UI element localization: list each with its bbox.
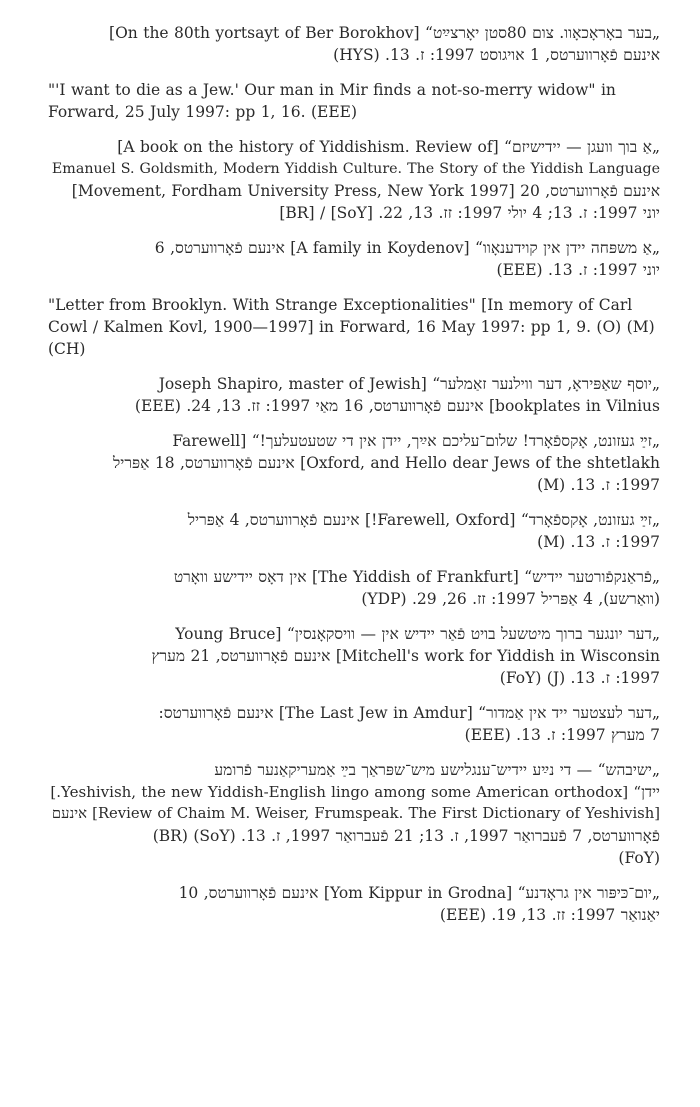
entry-line: „אַ משפּחה יידן אין קוידענאָוו“ [A family in Koydenov] אינעם פֿאָרווערטס, 6 [154,239,660,257]
entry-line: "Letter from Brooklyn. With Strange Exceptionalities" [In memory of Carl [48,296,633,314]
entry-line: (CH) [48,340,86,358]
entry-line: 1997: ז. 13. (M) [537,533,660,551]
entry-line: „ישיבהש“ — די נײַע יידיש־ענגלישע מיש־שפּראַך בײַ אַמעריקאַנער פֿרומע [214,761,660,779]
entry-line: „פֿראַנקפֿורטער יידיש“ [The Yiddish of Frankfurt] אין דאָס יידישע וואָרט [173,568,660,586]
entry-line: Oxford, and Hello dear Jews of the shtetlakh] אינעם פֿאָרווערטס, 18 אַפּריל [113,454,660,472]
entry-line: Emanuel S. Goldsmith, Modern Yiddish Culture. The Story of the Yiddish Language [51,161,660,177]
entry-line: (FoY) [618,849,660,867]
bibliography-entry [48,702,660,746]
entry-line: יידן“ [Yeshivish, the new Yiddish-English lingo among some American orthodox.] [50,783,660,801]
entry-line: „זײַ געזונט, אָקספֿאָרד“ [Farewell, Oxford!] אינעם פֿאָרווערטס, 4 אַפּריל [187,511,660,529]
bibliography-entry [48,430,660,496]
entry-line: „יוסף שאַפּיראָ, דער ווילנער זאַמלער“ [Joseph Shapiro, master of Jewish [158,375,660,393]
bibliography-entry [48,566,660,610]
entry-line: Mitchell's work for Yiddish in Wisconsin] אינעם פֿאָרווערטס, 21 מערץ [151,647,660,665]
entry-line: יוני 1997: ז. 13; 4 יולי 1997: זז. 13, 22. [SoY] / [BR] [279,204,660,222]
bibliography-page [48,22,660,1092]
entry-line: Forward, 25 July 1997: pp 1, 16. (EEE) [48,103,358,121]
bibliography-entry [48,623,660,689]
entry-line: [Review of Chaim M. Weiser, Frumspeak. The First Dictionary of Yeshivish] אינעם [51,805,660,822]
bibliography-entry [48,509,660,553]
entry-line: „יום־כּיפּור אין גראָדנע“ [Yom Kippur in Grodna] אינעם פֿאָרווערטס, 10 [178,884,660,902]
entry-line: יאַנואַר 1997: זז. 13, 19. (EEE) [439,906,660,924]
entry-line: 1997: ז. 13. (M) [537,476,660,494]
bibliography-entry [48,294,660,360]
entry-line: פֿאָרווערטס, 7 פֿעברואַר 1997, ז. 13; 21 פֿעברואַר 1997, ז. 13. (SoY) (BR) [152,827,660,845]
entry-line: יוני 1997: ז. 13. (EEE) [496,261,660,279]
entry-line: אינעם פֿאָרווערטס, 20 [Movement, Fordham University Press, New York 1997] [71,182,660,200]
entry-line: bookplates in Vilnius] אינעם פֿאָרווערטס, 16 מאַי 1997: זז. 13, 24. (EEE) [134,397,660,415]
entry-line: Cowl / Kalmen Kovl, 1900—1997] in Forward, 16 May 1997: pp 1, 9. (O) (M) [48,318,655,336]
entry-line: (וואַרשע), 4 אַפּריל 1997: זז. 26, 29. (YDP) [361,590,660,608]
bibliography-entry [48,237,660,281]
entry-line: אינעם פֿאָרווערטס, 1 אויגוסט 1997: ז. 13. (HYS) [333,46,660,64]
entry-line: „אַ בוך וועגן — יידישיזם“ [A book on the history of Yiddishism. Review of] [117,138,660,156]
bibliography-entry [48,882,660,926]
entry-line: 1997: ז. 13. (J) (FoY) [499,669,660,687]
entry-line: „זײַ געזונט, אָקספֿאָרד! שלום־עליכם אײַך, יידן אין די שטעטעלעך!“ [Farewell [172,432,660,450]
bibliography-entry [48,79,660,123]
bibliography-entry [48,759,660,869]
bibliography-entry [48,22,660,66]
entry-line: „דער יונגער ברוך מיטשעל בויט פֿאַר יידיש אין — וויסקאָנסין“ [Young Bruce [175,625,660,643]
entry-line: „בער באָראָכאָוו. צום 80סטן יאָרצײַט“ [On the 80th yortsayt of Ber Borokhov] [109,24,660,42]
bibliography-entry [48,136,660,224]
entry-line: "'I want to die as a Jew.' Our man in Mir finds a not-so-merry widow" in [48,81,616,99]
entry-line: „דער לעצטער ייד אין אַמדור“ [The Last Jew in Amdur] אינעם פֿאָרווערטס: [158,704,660,722]
entry-line: 7 מערץ 1997: ז. 13. (EEE) [464,726,660,744]
bibliography-entry [48,373,660,417]
